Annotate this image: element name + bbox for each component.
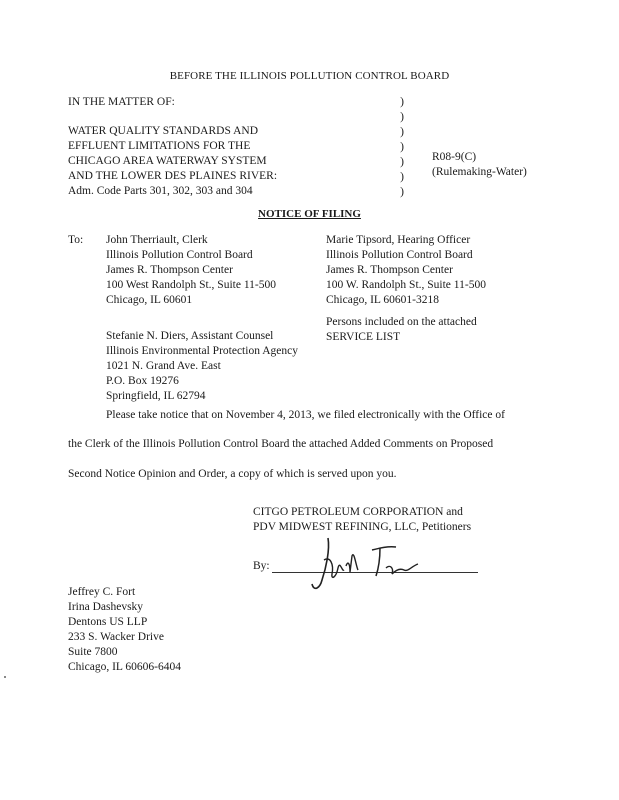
docket-block [432, 150, 527, 180]
caption-line: Adm. Code Parts 301, 302, 303 and 304 [68, 185, 253, 197]
attorney-line: Chicago, IL 60606-6404 [68, 661, 181, 673]
address-line: James R. Thompson Center [106, 264, 233, 276]
board-title: BEFORE THE ILLINOIS POLLUTION CONTROL BOARD [169, 70, 450, 82]
matter-label: IN THE MATTER OF: [68, 96, 175, 108]
docket-type: (Rulemaking-Water) [432, 166, 527, 178]
paren: ) [400, 126, 404, 138]
caption-line: WATER QUALITY STANDARDS AND [68, 125, 258, 137]
address-line: P.O. Box 19276 [106, 375, 179, 387]
clerk-address [106, 233, 276, 308]
petitioner-line: CITGO PETROLEUM CORPORATION and [253, 506, 463, 518]
address-line: Illinois Environmental Protection Agency [106, 345, 298, 357]
docket-number: R08-9(C) [432, 151, 477, 163]
paren: ) [400, 171, 404, 183]
address-line: Stefanie N. Diers, Assistant Counsel [106, 330, 274, 342]
caption-line: CHICAGO AREA WATERWAY SYSTEM [68, 155, 267, 167]
caption-line: EFFLUENT LIMITATIONS FOR THE [68, 140, 251, 152]
paren: ) [400, 186, 404, 198]
caption-parens [398, 95, 406, 200]
attorney-line: Irina Dashevsky [68, 601, 144, 613]
attorney-line: Dentons US LLP [68, 616, 148, 628]
caption-line: AND THE LOWER DES PLAINES RIVER: [68, 170, 278, 182]
notice-heading: NOTICE OF FILING [258, 208, 361, 220]
attorney-block [68, 585, 181, 675]
address-line: Marie Tipsord, Hearing Officer [326, 234, 471, 246]
service-list-note [326, 315, 477, 345]
address-line: Illinois Pollution Control Board [106, 249, 253, 261]
signature-mark [300, 520, 440, 600]
hearing-officer-address [326, 233, 486, 308]
address-line: Illinois Pollution Control Board [326, 249, 473, 261]
petitioner-line: PDV MIDWEST REFINING, LLC, Petitioners [253, 521, 472, 533]
attorney-line: 233 S. Wacker Drive [68, 631, 164, 643]
to-label: To: [68, 234, 84, 246]
by-label: By: [253, 560, 270, 572]
address-line: 1021 N. Grand Ave. East [106, 360, 221, 372]
body-line-1: Please take notice that on November 4, 2013, we filed electronically with the Office of [106, 409, 505, 421]
scan-speck [4, 676, 6, 678]
service-line: Persons included on the attached [326, 316, 477, 328]
body-line-3: Second Notice Opinion and Order, a copy of which is served upon you. [68, 468, 397, 480]
body-line-2: the Clerk of the Illinois Pollution Control Board the attached Added Comments on Proposed [68, 438, 494, 450]
attorney-line: Suite 7800 [68, 646, 118, 658]
address-line: 100 West Randolph St., Suite 11-500 [106, 279, 276, 291]
address-line: Chicago, IL 60601-3218 [326, 294, 439, 306]
address-line: John Therriault, Clerk [106, 234, 208, 246]
paren: ) [400, 111, 404, 123]
address-line: 100 W. Randolph St., Suite 11-500 [326, 279, 486, 291]
paren: ) [400, 96, 404, 108]
iepa-counsel-address [106, 329, 298, 404]
address-line: James R. Thompson Center [326, 264, 453, 276]
address-line: Chicago, IL 60601 [106, 294, 193, 306]
paren: ) [400, 156, 404, 168]
address-line: Springfield, IL 62794 [106, 390, 206, 402]
case-caption [68, 95, 277, 199]
paren: ) [400, 141, 404, 153]
attorney-line: Jeffrey C. Fort [68, 586, 136, 598]
service-line: SERVICE LIST [326, 331, 401, 343]
